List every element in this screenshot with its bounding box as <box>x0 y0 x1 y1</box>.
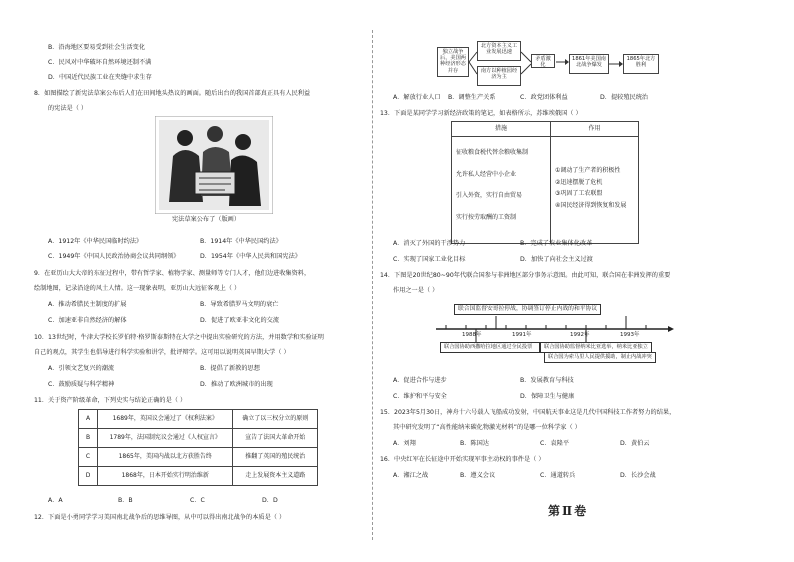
flow-arrow-right <box>609 60 623 68</box>
q13-option-a: A．消灭了外国的干涉势力 <box>393 240 466 247</box>
q12-option-b: B．调整生产关系 <box>448 94 496 101</box>
table-row <box>79 429 318 448</box>
section-title: 第Ⅱ卷 <box>548 504 589 518</box>
q15-option-d: D．黄伯云 <box>620 440 650 447</box>
effect-item: ④国民经济得到恢复和发展 <box>555 201 627 209</box>
q13-option-c: C．实现了国家工业化目标 <box>393 256 466 263</box>
measure-item: 引入外资，实行自由贸易 <box>456 192 523 199</box>
header-measures: 措施 <box>452 122 551 137</box>
timeline-year: 1988年 <box>462 332 482 338</box>
q12-option-a: A．解放行业人口 <box>393 94 441 101</box>
q9-option-b: B．导致希腊罗马文明的衰亡 <box>200 301 279 308</box>
flow-box-conflict: 矛盾激化 <box>531 54 555 68</box>
q15-option-b: B．陈国达 <box>460 440 489 447</box>
q15-stem-cont: 其中研究发明了“高性能纳米碳化物激光材料”的是哪一位科学家（ ） <box>393 424 581 431</box>
row-label: A <box>79 410 98 429</box>
table-row <box>79 410 318 429</box>
q14-option-b: B．发展教育与科技 <box>520 377 574 384</box>
option-c-top: C．民风对中华破坏自然环境还制不满 <box>48 59 152 66</box>
q10-option-d: D．推动了欧洲城市的出现 <box>200 381 273 388</box>
option-b-top: B．沿海地区要易受到社会生活变化 <box>48 44 146 51</box>
column-divider <box>372 30 373 540</box>
q12-option-c: C．政党团体利益 <box>520 94 568 101</box>
q10-option-b: B．提倡了新教的思想 <box>200 365 260 372</box>
q9-stem: 9．在亚历山大大帝的东征过程中，带有哲学家、植物学家、测量师等专门人才，他们边进收集资料， <box>34 270 311 277</box>
row-label: B <box>79 429 98 448</box>
q8-option-d: D．1954年《中华人民共和国宪法》 <box>200 253 301 260</box>
q14-option-d: D．保障卫生与健康 <box>520 393 575 400</box>
q9-option-a: A．推动希腊民主制度的扩展 <box>48 301 127 308</box>
q16-option-d: D．长沙会战 <box>620 472 656 479</box>
q14-option-c: C．维护和平与安全 <box>393 393 447 400</box>
q10-option-c: C．鼓励质疑与科学精神 <box>48 381 115 388</box>
flow-box-north: 北方资本主义工业发展迅速 <box>477 41 521 61</box>
measure-item: 允许私人经营中小企业 <box>456 170 517 178</box>
q15-option-c: C．袁隆平 <box>540 440 570 447</box>
row-label: C <box>79 448 98 467</box>
q8-stem: 8．如图描绘了新宪法草案公布后人们在田间地头热议的画面。随后出台的我国首部真正具有人民利益 <box>34 90 311 97</box>
q8-stem-cont: 的宪法是（ ） <box>48 105 88 112</box>
q11-option-d: D．D <box>262 497 278 504</box>
flow-box-origin: 独立战争后，美国两种经济形态并存 <box>437 47 469 77</box>
timeline-event-angola: 联合国监督安哥拉停战，协调签订停止内战的和平协议 <box>454 304 601 315</box>
measures-cell <box>452 137 551 244</box>
q11-option-b: B．B <box>118 497 133 504</box>
conclusion-cell: 宣告了法国大革命开始 <box>233 429 318 448</box>
q12-stem: 12．下面是小勇同学学习美国南北战争后的思维导图，从中可以得出南北战争的本质是（ ） <box>34 514 286 521</box>
effects-cell <box>551 137 639 244</box>
q16-option-c: C．通道转兵 <box>540 472 576 479</box>
fact-cell: 1789年，法国制宪议会通过《人权宣言》 <box>98 429 233 448</box>
q10-option-a: A．引领文艺复兴的潮流 <box>48 365 115 372</box>
q13-option-d: D．加快了向社会主义过渡 <box>520 256 593 263</box>
q8-option-c: C．1949年《中国人民政治协商会议共同纲领》 <box>48 253 180 260</box>
q14-option-a: A．促进合作与进步 <box>393 377 447 384</box>
q14-stem-cont: 作用之一是（ ） <box>393 287 439 294</box>
illustration-caption: 宪法草案公布了（版画） <box>172 216 241 223</box>
q9-option-d: D．促进了欧亚非文化的交流 <box>200 317 280 324</box>
flow-box-victory: 1865年北方胜利 <box>623 54 659 74</box>
conclusion-cell: 走上发展资本主义道路 <box>233 467 318 486</box>
timeline-event-namibia: 联合国协助监督纳米比亚选举，纳米比亚独立 <box>540 342 652 353</box>
q13-table <box>451 121 639 244</box>
timeline-event-somalia: 联合国为索马里人民提供援助，制止内战冲突 <box>544 352 656 363</box>
woodcut-illustration <box>155 116 273 214</box>
q9-option-c: C．加速亚非自然经济的解体 <box>48 317 127 324</box>
q13-option-b: B．完成了农业集体化改革 <box>520 240 593 247</box>
table-row <box>79 448 318 467</box>
timeline-year: 1992年 <box>570 332 590 338</box>
q15-option-a: A．刘翔 <box>393 440 416 447</box>
q15-stem: 15．2023年5月30日，神舟十六号载人飞船成功发射，中国航天事业这是几代中国科技工作者努力的结果， <box>380 409 676 416</box>
q16-option-a: A．湘江之战 <box>393 472 429 479</box>
q8-option-a: A．1912年《中华民国临时约法》 <box>48 238 143 245</box>
q8-option-b: B．1914年《中华民国约法》 <box>200 238 282 245</box>
row-label: D <box>79 467 98 486</box>
fact-cell: 1865年，美国内战以北方获胜告终 <box>98 448 233 467</box>
q16-option-b: B．遵义会议 <box>460 472 496 479</box>
q14-stem: 14．下图是20世纪80~90年代联合国参与非洲地区部分事务示意图。由此可知，联合国在非洲发挥的重要 <box>380 272 671 279</box>
q12-option-d: D．提较殖民统治 <box>600 94 649 101</box>
timeline-event-western-sahara: 联合国协助西撒哈拉地区通过全民投票 <box>440 342 540 353</box>
conclusion-cell: 确立了以三权分立的原则 <box>233 410 318 429</box>
q10-stem: 10．13世纪时，牛津大学校长罗伯特·格罗斯泰斯特在大学之中提出实验研究的方法，并用数学和实验证明 <box>34 334 324 341</box>
fact-cell: 1868年，日本开始实行明治维新 <box>98 467 233 486</box>
effect-item: ③巩固了工农联盟 <box>555 190 603 197</box>
effect-item: ②迅速摆脱了危机 <box>555 178 603 186</box>
measure-item: 实行按劳取酬的工资制 <box>456 213 517 221</box>
q11-table <box>78 409 318 486</box>
option-d-top: D．中国近代民族工业在夹缝中求生存 <box>48 74 152 81</box>
q11-stem: 11．关于资产阶级革命，下列史实与结论正确的是（ ） <box>34 397 187 404</box>
q11-option-c: C．C <box>190 497 205 504</box>
q13-stem: 13．下面是某同学学习新经济政策的笔记，如表格所示，苏维埃俄国（ ） <box>380 110 582 117</box>
q16-stem: 16．中央红军在长征途中开始实现军事主动权的事件是（ ） <box>380 456 545 463</box>
q10-stem-cont: 自己的观点，其学生也倡导进行科学实验和讲学，批评辩学。这可用以说明英国早期大学（ ） <box>34 349 290 356</box>
q9-stem-cont: 绘制地图，记录沿途的风土人情。这一现象表明，亚历山大远征客观上（ ） <box>34 285 241 292</box>
timeline-year: 1993年 <box>620 332 640 338</box>
table-row <box>79 467 318 486</box>
fact-cell: 1689年，英国议会通过了《权利法案》 <box>98 410 233 429</box>
measure-item: 征收粮食税代替余粮收集制 <box>456 149 529 156</box>
timeline-year: 1991年 <box>512 332 532 338</box>
flow-box-war: 1861年美国南北战争爆发 <box>569 54 609 74</box>
table-header-row <box>452 122 639 137</box>
table-row <box>452 137 639 244</box>
effect-item: ①调动了生产者的积极性 <box>555 167 621 174</box>
flow-box-south: 南方以种植园经济为主 <box>477 66 521 86</box>
conclusion-cell: 推翻了英国的殖民统治 <box>233 448 318 467</box>
header-effects: 作用 <box>551 122 639 137</box>
q11-option-a: A．A <box>48 497 63 504</box>
